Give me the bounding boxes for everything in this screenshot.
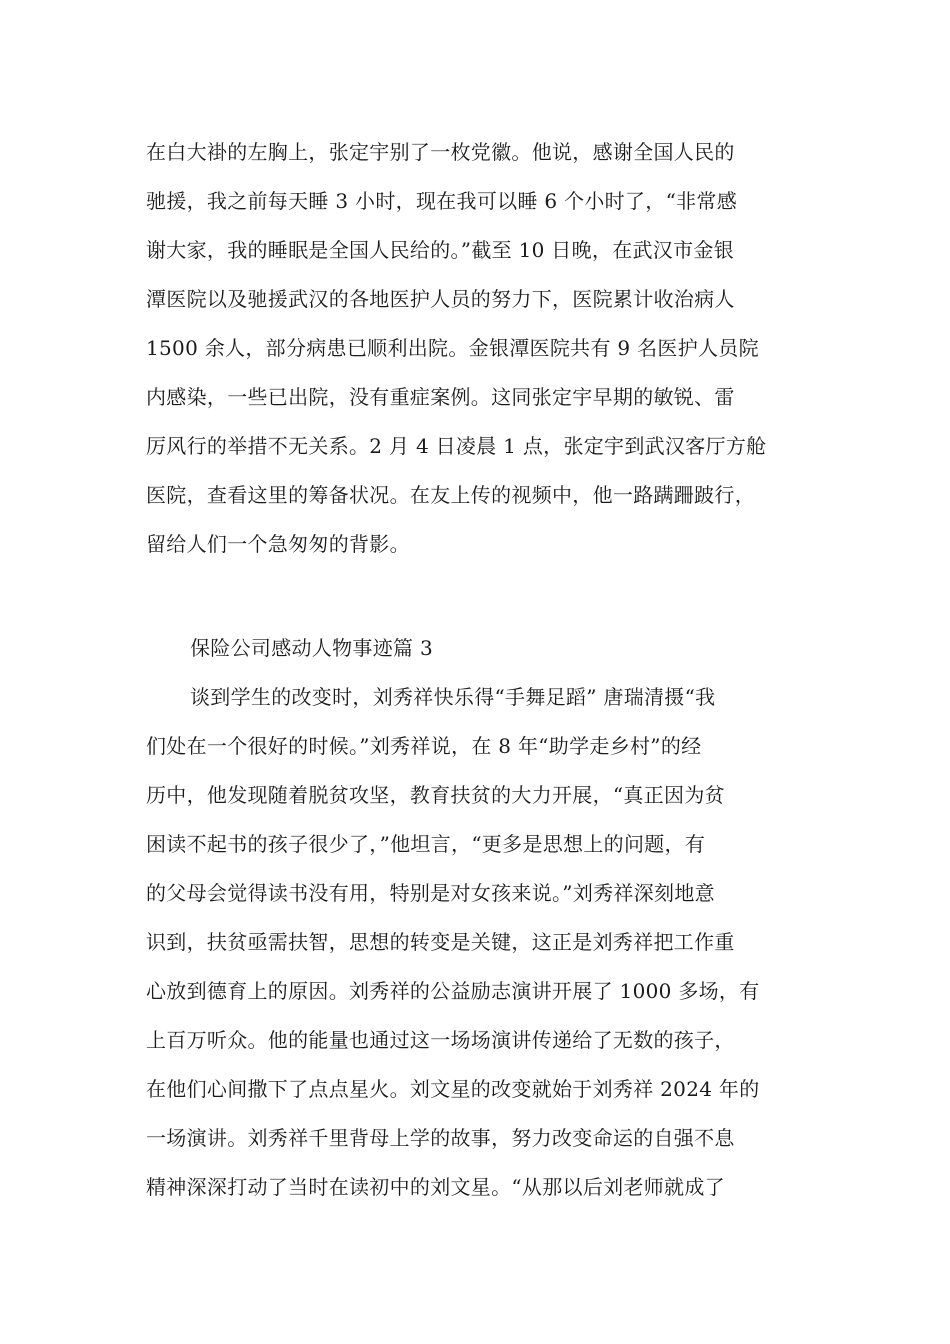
text-line: 识到，扶贫亟需扶智，思想的转变是关键，这正是刘秀祥把工作重	[146, 930, 735, 954]
text-line: 上百万听众。他的能量也通过这一场场演讲传递给了无数的孩子，	[146, 1028, 735, 1052]
text-line: 的父母会觉得读书没有用，特别是对女孩来说。”刘秀祥深刻地意	[146, 881, 715, 905]
text-line: 谢大家，我的睡眠是全国人民给的。”截至 10 日晚，在武汉市金银	[146, 238, 734, 262]
section-heading: 保险公司感动人物事迹篇 3	[190, 636, 433, 660]
text-line: 驰援，我之前每天睡 3 小时，现在我可以睡 6 个小时了，“非常感	[146, 189, 738, 213]
text-line: 留给人们一个急匆匆的背影。	[146, 532, 410, 556]
text-line: 一场演讲。刘秀祥千里背母上学的故事，努力改变命运的自强不息	[146, 1126, 735, 1150]
text-line: 精神深深打动了当时在读初中的刘文星。“从那以后刘老师就成了	[146, 1175, 725, 1199]
text-line: 在白大褂的左胸上，张定宇别了一枚党徽。他说，感谢全国人民的	[146, 140, 735, 164]
text-line: 厉风行的举措不无关系。2 月 4 日凌晨 1 点，张定宇到武汉客厅方舱	[146, 434, 767, 458]
text-line: 医院，查看这里的筹备状况。在友上传的视频中，他一路蹒跚跛行，	[146, 483, 755, 507]
text-line: 内感染，一些已出院，没有重症案例。这同张定宇早期的敏锐、雷	[146, 385, 735, 409]
text-line: 1500 余人，部分病患已顺利出院。金银潭医院共有 9 名医护人员院	[146, 336, 759, 360]
text-line: 心放到德育上的原因。刘秀祥的公益励志演讲开展了 1000 多场，有	[146, 979, 760, 1003]
text-line: 历中，他发现随着脱贫攻坚，教育扶贫的大力开展，“真正因为贫	[146, 783, 725, 807]
text-line: 们处在一个很好的时候。”刘秀祥说，在 8 年“助学走乡村”的经	[146, 734, 702, 758]
text-line: 在他们心间撒下了点点星火。刘文星的改变就始于刘秀祥 2024 年的	[146, 1077, 760, 1101]
text-line: 谈到学生的改变时，刘秀祥快乐得“手舞足蹈” 唐瑞清摄“我	[190, 685, 716, 709]
text-line: 潭医院以及驰援武汉的各地医护人员的努力下，医院累计收治病人	[146, 287, 735, 311]
text-line: 困读不起书的孩子很少了，”他坦言，“更多是思想上的问题，有	[146, 832, 706, 856]
